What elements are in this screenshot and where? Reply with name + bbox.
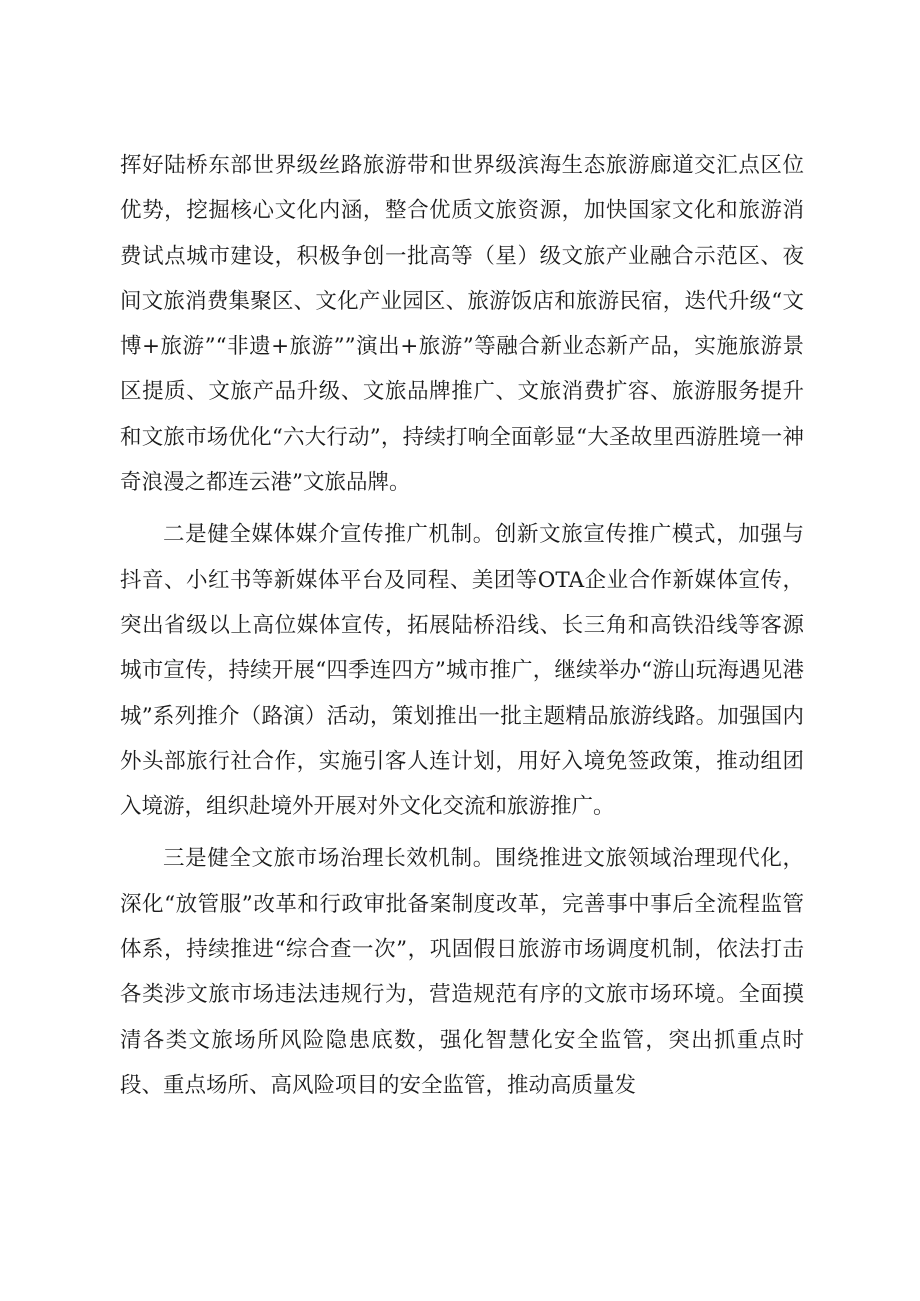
paragraph-media-promotion: 二是健全媒体媒介宣传推广机制。创新文旅宣传推广模式，加强与抖音、小红书等新媒体平台及同程、美团等OTA企业合作新媒体宣传，突出省级以上高位媒体宣传，拓展陆桥沿线、长三角和高铁沿线等客源城市宣传，持续开展“四季连四方”城市推广，继续举办“游山玩海遇见港城”系列推介（路演）活动，策划推出一批主题精品旅游线路。加强国内外头部旅行社合作，实施引客人连计划，用好入境免签政策，推动组团入境游，组织赴境外开展对外文化交流和旅游推广。 xyxy=(120,522,804,820)
paragraph-continuation: 挥好陆桥东部世界级丝路旅游带和世界级滨海生态旅游廊道交汇点区位优势，挖掘核心文化内涵，整合优质文旅资源，加快国家文化和旅游消费试点城市建设，积极争创一批高等（星）级文旅产业融合示范区、夜间文旅消费集聚区、文化产业园区、旅游饭店和旅游民宿，迭代升级“文博+旅游”“非遗+旅游””演出+旅游”等融合新业态新产品，实施旅游景区提质、文旅产品升级、文旅品牌推广、文旅消费扩容、旅游服务提升和文旅市场优化“六大行动”，持续打响全面彰显“大圣故里西游胜境一神奇浪漫之都连云港”文旅品牌。 xyxy=(120,153,804,496)
document-body xyxy=(120,143,804,1108)
paragraph-market-governance: 三是健全文旅市场治理长效机制。围绕推进文旅领域治理现代化，深化“放管服”改革和行政审批备案制度改革，完善事中事后全流程监管体系，持续推进“综合查一次”，巩固假日旅游市场调度机制，依法打击各类涉文旅市场违法违规行为，营造规范有序的文旅市场环境。全面摸清各类文旅场所风险隐患底数，强化智慧化安全监管，突出抓重点时段、重点场所、高风险项目的安全监管，推动高质量发 xyxy=(120,846,804,1098)
paragraph-spacer xyxy=(120,505,804,512)
paragraph-spacer xyxy=(120,829,804,836)
